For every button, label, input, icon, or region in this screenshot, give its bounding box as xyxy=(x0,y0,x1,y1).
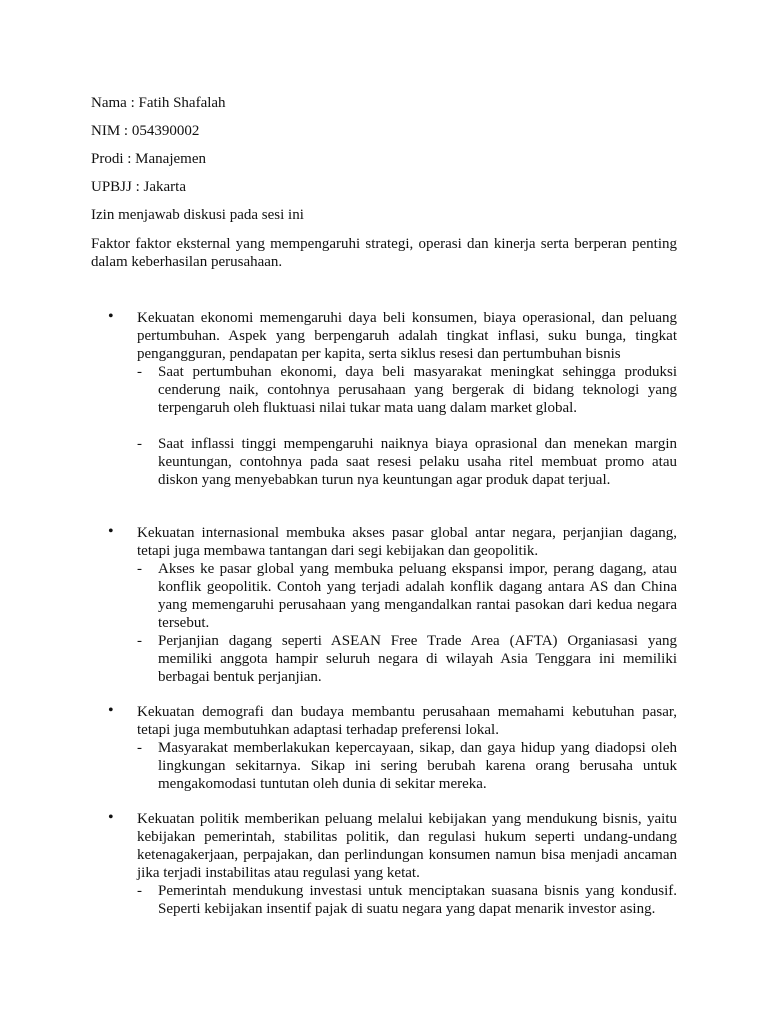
bullet-icon: • xyxy=(108,702,114,719)
student-name: Nama : Fatih Shafalah xyxy=(91,95,226,111)
dash-icon: - xyxy=(137,436,142,452)
bullet-icon: • xyxy=(108,308,114,325)
sub-item xyxy=(0,632,768,686)
bullet-list-economic xyxy=(0,309,768,489)
sub-item-text: Saat pertumbuhan ekonomi, daya beli masyarakat meningkat sehingga produksi cenderung naik, contohnya perusahaan yang bergerak di bidang teknologi yang terpengaruh oleh fluktuasi nilai tukar mata uang dalam market global. xyxy=(158,364,677,416)
bullet-text: Kekuatan ekonomi memengaruhi daya beli konsumen, biaya operasional, dan peluang pertumbuhan. Aspek yang berpengaruh adalah tingkat inflasi, suku bunga, tingkat pengangguran, pendapatan per kapita, serta siklus resesi dan pertumbuhan bisnis xyxy=(137,310,677,362)
bullet-icon: • xyxy=(108,523,114,540)
sub-item xyxy=(0,739,768,793)
dash-icon: - xyxy=(137,561,142,577)
sub-item-text: Pemerintah mendukung investasi untuk menciptakan suasana bisnis yang kondusif. Seperti kebijakan insentif pajak di suatu negara yang dapat menarik investor asing. xyxy=(158,883,677,917)
intro-line: Izin menjawab diskusi pada sesi ini xyxy=(91,207,304,223)
bullet-item xyxy=(0,524,768,686)
study-program: Prodi : Manajemen xyxy=(91,151,206,167)
bullet-list-politics xyxy=(0,810,768,918)
bullet-text: Kekuatan demografi dan budaya membantu perusahaan memahami kebutuhan pasar, tetapi juga membutuhkan adaptasi terhadap preferensi lokal. xyxy=(137,704,677,738)
dash-icon: - xyxy=(137,633,142,649)
lead-paragraph: Faktor faktor eksternal yang mempengaruhi strategi, operasi dan kinerja serta berperan penting dalam keberhasilan perusahaan. xyxy=(91,236,677,270)
bullet-text: Kekuatan politik memberikan peluang melalui kebijakan yang mendukung bisnis, yaitu kebijakan pemerintah, stabilitas politik, dan regulasi hukum seperti undang-undang ketenagakerjaan, perpajakan, dan perlindungan konsumen namun bisa menjadi ancaman jika terjadi instabilitas atau regulasi yang ketat. xyxy=(137,811,677,881)
sub-item-text: Saat inflassi tinggi mempengaruhi naiknya biaya oprasional dan menekan margin keuntungan, contohnya pada saat resesi pelaku usaha ritel membuat promo atau diskon yang menyebabkan turun nya keuntungan agar produk dapat terjual. xyxy=(158,436,677,488)
sub-item xyxy=(0,882,768,918)
sub-item-text: Akses ke pasar global yang membuka peluang ekspansi impor, perang dagang, atau konflik geopolitik. Contoh yang terjadi adalah konflik dagang antara AS dan China yang memengaruhi perusahaan yang mengandalkan rantai pasokan dari kedua negara tersebut. xyxy=(158,561,677,631)
sub-item xyxy=(0,560,768,632)
bullet-item xyxy=(0,309,768,489)
dash-icon: - xyxy=(137,740,142,756)
bullet-item xyxy=(0,810,768,918)
bullet-icon: • xyxy=(108,809,114,826)
dash-icon: - xyxy=(137,883,142,899)
bullet-item xyxy=(0,703,768,793)
bullet-text: Kekuatan internasional membuka akses pasar global antar negara, perjanjian dagang, tetapi juga membawa tantangan dari segi kebijakan dan geopolitik. xyxy=(137,525,677,559)
dash-icon: - xyxy=(137,364,142,380)
sub-item xyxy=(0,435,768,489)
bullet-list-demography xyxy=(0,703,768,793)
sub-item-text: Masyarakat memberlakukan kepercayaan, sikap, dan gaya hidup yang diadopsi oleh lingkungan sekitarnya. Sikap ini sering berubah karena orang berusaha untuk mengakomodasi tuntutan oleh dunia di sekitar mereka. xyxy=(158,740,677,792)
sub-item-text: Perjanjian dagang seperti ASEAN Free Trade Area (AFTA) Organiasasi yang memiliki anggota hampir seluruh negara di wilayah Asia Tenggara ini memiliki berbagai bentuk perjanjian. xyxy=(158,633,677,685)
bullet-list-international xyxy=(0,524,768,686)
sub-item xyxy=(0,363,768,417)
upbjj-location: UPBJJ : Jakarta xyxy=(91,179,186,195)
student-nim: NIM : 054390002 xyxy=(91,123,200,139)
